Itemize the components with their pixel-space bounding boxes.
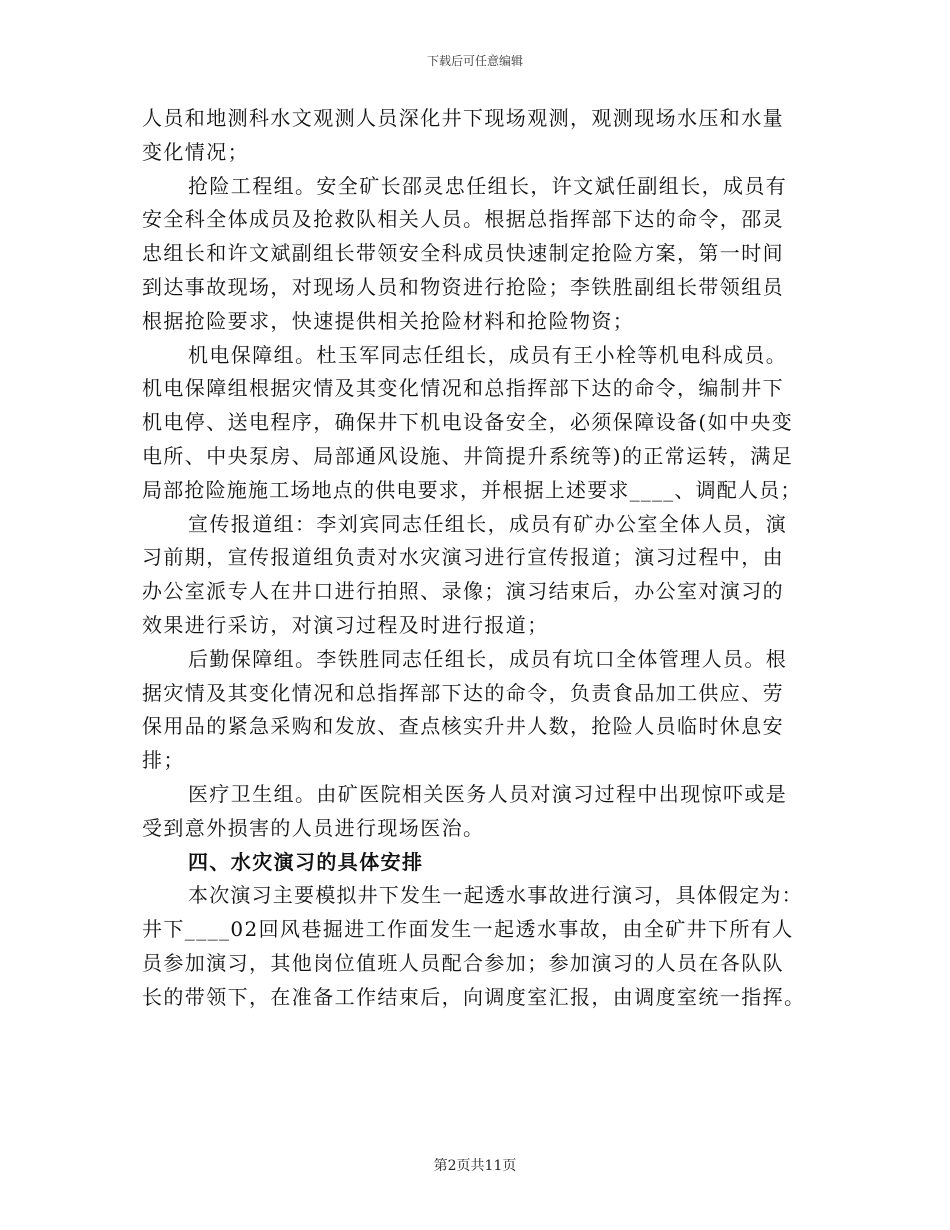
text-line: 抢险工程组。安全矿长邵灵忠任组长，许文斌任副组长，成员有 bbox=[188, 173, 788, 198]
text-line: 排； bbox=[142, 748, 185, 773]
text-line: 忠组长和许文斌副组长带领安全科成员快速制定抢险方案，第一时间 bbox=[142, 241, 784, 266]
text-line: 办公室派专人在井口进行拍照、录像；演习结束后，办公室对演习的 bbox=[142, 579, 784, 604]
text-line: 机电保障组。杜玉军同志任组长，成员有王小栓等机电科成员。 bbox=[188, 342, 788, 367]
text-line: 员参加演习，其他岗位值班人员配合参加；参加演习的人员在各队队 bbox=[142, 950, 784, 975]
text-line: 习前期，宣传报道组负责对水灾演习进行宣传报道；演习过程中，由 bbox=[142, 545, 784, 570]
text-line: 长的带领下，在准备工作结束后，向调度室汇报，由调度室统一指挥。 bbox=[142, 984, 806, 1009]
text-line: 根据抢险要求，快速提供相关抢险材料和抢险物资； bbox=[142, 308, 635, 333]
page-footer: 第2页共11页 bbox=[433, 1158, 517, 1174]
text-line: 受到意外损害的人员进行现场医治。 bbox=[142, 815, 485, 840]
text-line: 后勤保障组。李铁胜同志任组长，成员有坑口全体管理人员。根 bbox=[188, 646, 788, 671]
text-line: 井下____02回风巷掘进工作面发生一起透水事故，由全矿井下所有人 bbox=[142, 917, 794, 942]
text-line: 安全科全体成员及抢救队相关人员。根据总指挥部下达的命令，邵灵 bbox=[142, 207, 784, 232]
text-line: 电所、中央泵房、局部通风设施、井筒提升系统等)的正常运转，满足 bbox=[142, 443, 794, 468]
text-line: 据灾情及其变化情况和总指挥部下达的命令，负责食品加工供应、劳 bbox=[142, 680, 784, 705]
text-line: 机电保障组根据灾情及其变化情况和总指挥部下达的命令，编制井下 bbox=[142, 376, 784, 401]
text-line: 本次演习主要模拟井下发生一起透水事故进行演习，具体假定为： bbox=[188, 883, 803, 908]
section-heading: 四、水灾演习的具体安排 bbox=[188, 849, 424, 874]
text-line: 医疗卫生组。由矿医院相关医务人员对演习过程中出现惊吓或是 bbox=[188, 781, 788, 806]
text-line: 效果进行采访，对演习过程及时进行报道； bbox=[142, 612, 549, 637]
text-line: 局部抢险施施工场地点的供电要求，并根据上述要求____、调配人员； bbox=[142, 477, 802, 502]
text-line: 保用品的紧急采购和发放、查点核实升井人数，抢险人员临时休息安 bbox=[142, 714, 784, 739]
text-line: 宣传报道组：李刘宾同志任组长，成员有矿办公室全体人员，演 bbox=[188, 511, 788, 536]
document-body bbox=[142, 102, 806, 1015]
text-line: 人员和地测科水文观测人员深化井下现场观测，观测现场水压和水量 bbox=[142, 106, 784, 130]
text-line: 变化情况； bbox=[142, 139, 249, 164]
text-line: 到达事故现场，对现场人员和物资进行抢险；李铁胜副组长带领组员 bbox=[142, 274, 784, 299]
page-header: 下载后可任意编辑 bbox=[426, 54, 523, 68]
text-line: 机电停、送电程序，确保井下机电设备安全，必须保障设备(如中央变 bbox=[142, 410, 794, 435]
